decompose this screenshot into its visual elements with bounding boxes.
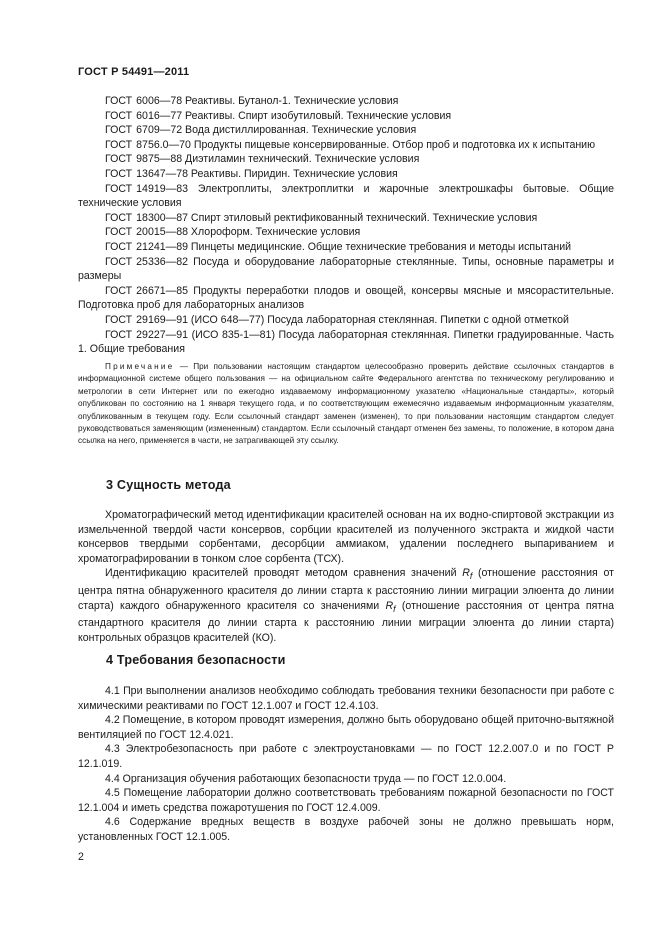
reference-label: ГОСТ <box>105 313 133 326</box>
note-text: — При пользовании настоящим стандартом целесообразно проверить действие ссылочных стандартов в информационной системе общего пользования — на официальном сайте Федерального агентства по техническому регулированию и метрологии в сети Интернет или по ежегодно издаваемому информационному указателю «Национальные стандарты», который опубликован по состоянию на 1 января текущего года, и по соответствующим ежемесячно издаваемым информационным указателям, опубликованным в текущем году. Если ссылочный стандарт заменен (изменен), то при пользовании настоящим стандартом следует руководствоваться заменяющим (измененным) стандартом. Если ссылочный стандарт отменен без замены, то положение, в котором дана ссылка на него, применяется в части, не затрагивающей эту ссылку. <box>78 362 614 446</box>
reference-text: 9875—88 Диэтиламин технический. Технические условия <box>136 153 420 166</box>
safety-item: 4.6 Содержание вредных веществ в воздухе рабочей зоны не должно превышать норм, установленных ГОСТ 12.1.005. <box>78 816 614 843</box>
reference-label: ГОСТ <box>105 124 133 137</box>
reference-text: 6016—77 Реактивы. Спирт изобутиловый. Технические условия <box>136 109 452 122</box>
reference-item <box>78 313 614 328</box>
rf-symbol: R <box>462 567 470 580</box>
reference-item <box>78 167 614 182</box>
reference-label: ГОСТ <box>105 153 133 166</box>
reference-text: 26671—85 Продукты переработки плодов и овощей, консервы мясные и мясорастительные. Подготовка проб для лабораторных анализов <box>78 284 614 312</box>
reference-label: ГОСТ <box>105 138 133 151</box>
reference-text: 25336—82 Посуда и оборудование лабораторные стеклянные. Типы, основные параметры и размеры <box>78 255 614 283</box>
reference-text: 18300—87 Спирт этиловый ректификованный технический. Технические условия <box>136 211 538 224</box>
reference-item <box>78 255 614 284</box>
reference-item <box>78 109 614 124</box>
paragraph-text: Идентификацию красителей проводят методом сравнения значений <box>105 567 463 580</box>
reference-text: 8756.0—70 Продукты пищевые консервированные. Отбор проб и подготовка их к испытанию <box>136 138 596 151</box>
safety-item: 4.2 Помещение, в котором проводят измерения, должно быть оборудовано общей приточно-вытяжной вентиляцией по ГОСТ 12.4.021. <box>78 714 614 741</box>
safety-item: 4.1 При выполнении анализов необходимо соблюдать требования техники безопасности при работе с химическими реактивами по ГОСТ 12.1.007 и ГОСТ 12.4.103. <box>78 685 614 712</box>
reference-text: 29169—91 (ИСО 648—77) Посуда лабораторная стеклянная. Пипетки с одной отметкой <box>136 313 569 326</box>
rf-subscript: f <box>469 571 473 582</box>
reference-label: ГОСТ <box>105 211 133 224</box>
safety-item: 4.3 Электробезопасность при работе с электроустановками — по ГОСТ 12.2.007.0 и по ГОСТ Р 12.1.019. <box>78 743 614 770</box>
reference-item <box>78 211 614 226</box>
references-note <box>78 361 614 448</box>
section-3-title: 3 Сущность метода <box>106 478 231 492</box>
reference-label: ГОСТ <box>105 328 133 341</box>
reference-text: 6709—72 Вода дистиллированная. Технические условия <box>136 124 417 137</box>
reference-item <box>78 123 614 138</box>
reference-label: ГОСТ <box>105 95 133 107</box>
reference-text: 6006—78 Реактивы. Бутанол-1. Технические условия <box>136 95 399 107</box>
section-4-title: 4 Требования безопасности <box>106 653 286 667</box>
reference-item <box>78 182 614 211</box>
reference-label: ГОСТ <box>105 109 133 122</box>
reference-label: ГОСТ <box>105 226 133 239</box>
reference-text: 14919—83 Электроплиты, электроплитки и жарочные электрошкафы бытовые. Общие технические условия <box>78 182 614 210</box>
reference-label: ГОСТ <box>105 284 133 297</box>
section-3-paragraph-2 <box>78 566 614 645</box>
reference-item <box>78 152 614 167</box>
reference-label: ГОСТ <box>105 255 133 268</box>
reference-item <box>78 225 614 240</box>
document-code: ГОСТ Р 54491—2011 <box>78 66 190 78</box>
reference-text: 29227—91 (ИСО 835-1—81) Посуда лабораторная стеклянная. Пипетки градуированные. Часть 1. Общие требования <box>78 328 614 356</box>
reference-item <box>78 138 614 153</box>
reference-text: 20015—88 Хлороформ. Технические условия <box>136 226 361 239</box>
reference-text: 13647—78 Реактивы. Пиридин. Технические условия <box>136 167 398 180</box>
reference-label: ГОСТ <box>105 182 133 195</box>
page-number: 2 <box>78 851 84 863</box>
reference-text: 21241—89 Пинцеты медицинские. Общие технические требования и методы испытаний <box>136 240 572 253</box>
paragraph-text: (отношение расстояния от центра пятна обнаруженного красителя до линии старта к расстоянию линии миграции элюента до линии старта) каждого обнаруженного красителя со значениями <box>78 567 614 612</box>
rf-subscript: f <box>393 603 396 614</box>
section-3-paragraph-1: Хроматографический метод идентификации красителей основан на их водно-спиртовой экстракции из измельченной твердой части консервов, сорбции красителей из полученного экстракта и жидкой части консервов твердыми сорбентами, десорбции аммиаком, удалении последнего выпариванием и хроматографировании в тонком слое сорбента (ТСХ). <box>78 509 614 565</box>
paragraph-text: (отношение расстояния от центра пятна стандартного красителя до линии старта к расстоянию линии миграции элюента до линии старта) контрольных образцов красителей (КО). <box>78 599 614 644</box>
note-label: Примечание <box>105 362 175 371</box>
rf-symbol: R <box>385 599 394 612</box>
reference-item <box>78 240 614 255</box>
reference-item <box>78 284 614 313</box>
section-3-body <box>78 508 614 646</box>
section-4-body <box>78 684 614 845</box>
reference-item <box>78 328 614 357</box>
safety-item: 4.4 Организация обучения работающих безопасности труда — по ГОСТ 12.0.004. <box>105 772 507 785</box>
reference-item <box>78 94 614 109</box>
reference-label: ГОСТ <box>105 167 133 180</box>
normative-references-list <box>78 94 614 357</box>
reference-label: ГОСТ <box>105 240 133 253</box>
safety-item: 4.5 Помещение лаборатории должно соответствовать требованиям пожарной безопасности по ГОСТ 12.1.004 и иметь средства пожаротушения по ГОСТ 12.4.009. <box>78 787 614 814</box>
